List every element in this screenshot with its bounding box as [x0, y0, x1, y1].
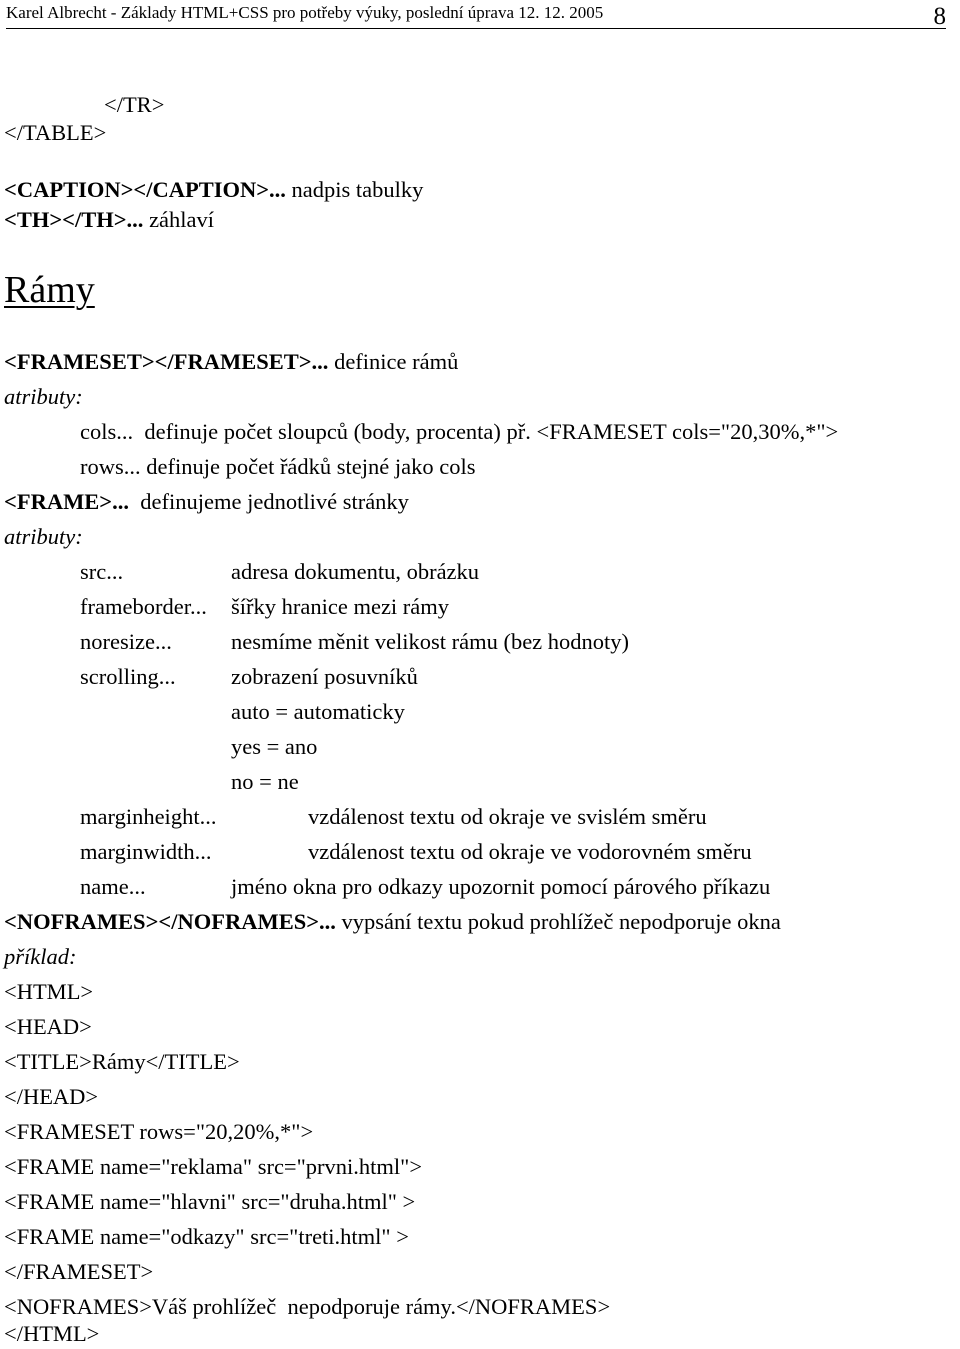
attr-frameborder-name: frameborder... — [80, 594, 207, 619]
attr-src-name: src... — [80, 559, 124, 584]
attr-frameborder-desc: šířky hranice mezi rámy — [231, 594, 450, 619]
scrolling-value-auto: auto = automaticky — [231, 699, 405, 724]
th-desc: záhlaví — [143, 207, 215, 232]
frameset-rows-line: rows... definuje počet řádků stejné jako cols — [80, 454, 476, 479]
attr-src-desc: adresa dokumentu, obrázku — [231, 559, 480, 584]
table-close-line: </TABLE> — [4, 120, 107, 145]
attr-marginheight-desc: vzdálenost textu od okraje ve svislém směru — [308, 804, 707, 829]
frame-desc: definujeme jednotlivé stránky — [129, 489, 409, 514]
header-title: Karel Albrecht - Základy HTML+CSS pro potřeby výuky, poslední úprava 12. 12. 2005 — [6, 3, 604, 22]
frameset-desc: definice rámů — [328, 349, 459, 374]
example-code-line: <FRAME name="reklama" src="prvni.html"> — [4, 1154, 423, 1179]
example-code-line: <HEAD> — [4, 1014, 92, 1039]
example-code-line: <NOFRAMES>Váš prohlížeč nepodporuje rámy.</NOFRAMES> — [4, 1294, 611, 1319]
example-label: příklad: — [4, 944, 77, 969]
attr-noresize-name: noresize... — [80, 629, 172, 654]
header-rule — [6, 28, 946, 29]
frameset-attributes-label: atributy: — [4, 384, 83, 409]
frameset-line — [4, 348, 458, 376]
example-code-line: <HTML> — [4, 979, 94, 1004]
th-tag: <TH></TH>... — [4, 207, 144, 232]
example-code-line: </HEAD> — [4, 1084, 99, 1109]
example-code-line: <FRAME name="odkazy" src="treti.html" > — [4, 1224, 409, 1249]
attr-noresize-desc: nesmíme měnit velikost rámu (bez hodnoty) — [231, 629, 630, 654]
caption-line — [4, 176, 423, 204]
caption-tag: <CAPTION></CAPTION>... — [4, 177, 286, 202]
attr-name-desc: jméno okna pro odkazy upozornit pomocí párového příkazu — [231, 874, 771, 899]
example-code-line: </HTML> — [4, 1321, 100, 1346]
attr-name-name: name... — [80, 874, 146, 899]
attr-scrolling-desc: zobrazení posuvníků — [231, 664, 418, 689]
attr-marginwidth-desc: vzdálenost textu od okraje ve vodorovném směru — [308, 839, 752, 864]
caption-desc: nadpis tabulky — [285, 177, 424, 202]
noframes-tag: <NOFRAMES></NOFRAMES>... — [4, 909, 336, 934]
attr-marginwidth-name: marginwidth... — [80, 839, 212, 864]
frame-tag: <FRAME>... — [4, 489, 130, 514]
page-header — [6, 0, 946, 30]
example-code-line: <FRAMESET rows="20,20%,*"> — [4, 1119, 314, 1144]
frame-line — [4, 488, 409, 516]
page-number: 8 — [933, 3, 946, 30]
noframes-line — [4, 908, 781, 936]
frameset-tag: <FRAMESET></FRAMESET>... — [4, 349, 329, 374]
example-code-line: <FRAME name="hlavni" src="druha.html" > — [4, 1189, 416, 1214]
attr-marginheight-name: marginheight... — [80, 804, 217, 829]
th-line — [4, 206, 214, 234]
attr-scrolling-name: scrolling... — [80, 664, 176, 689]
scrolling-value-no: no = ne — [231, 769, 299, 794]
scrolling-value-yes: yes = ano — [231, 734, 318, 759]
section-heading: Rámy — [4, 269, 95, 311]
example-code-line: <TITLE>Rámy</TITLE> — [4, 1049, 240, 1074]
tr-close-line: </TR> — [104, 92, 165, 117]
frame-attributes-label: atributy: — [4, 524, 83, 549]
example-code-line: </FRAMESET> — [4, 1259, 154, 1284]
noframes-desc: vypsání textu pokud prohlížeč nepodporuje okna — [335, 909, 781, 934]
frameset-cols-line: cols... definuje počet sloupců (body, procenta) př. <FRAMESET cols="20,30%,*"> — [80, 419, 839, 444]
